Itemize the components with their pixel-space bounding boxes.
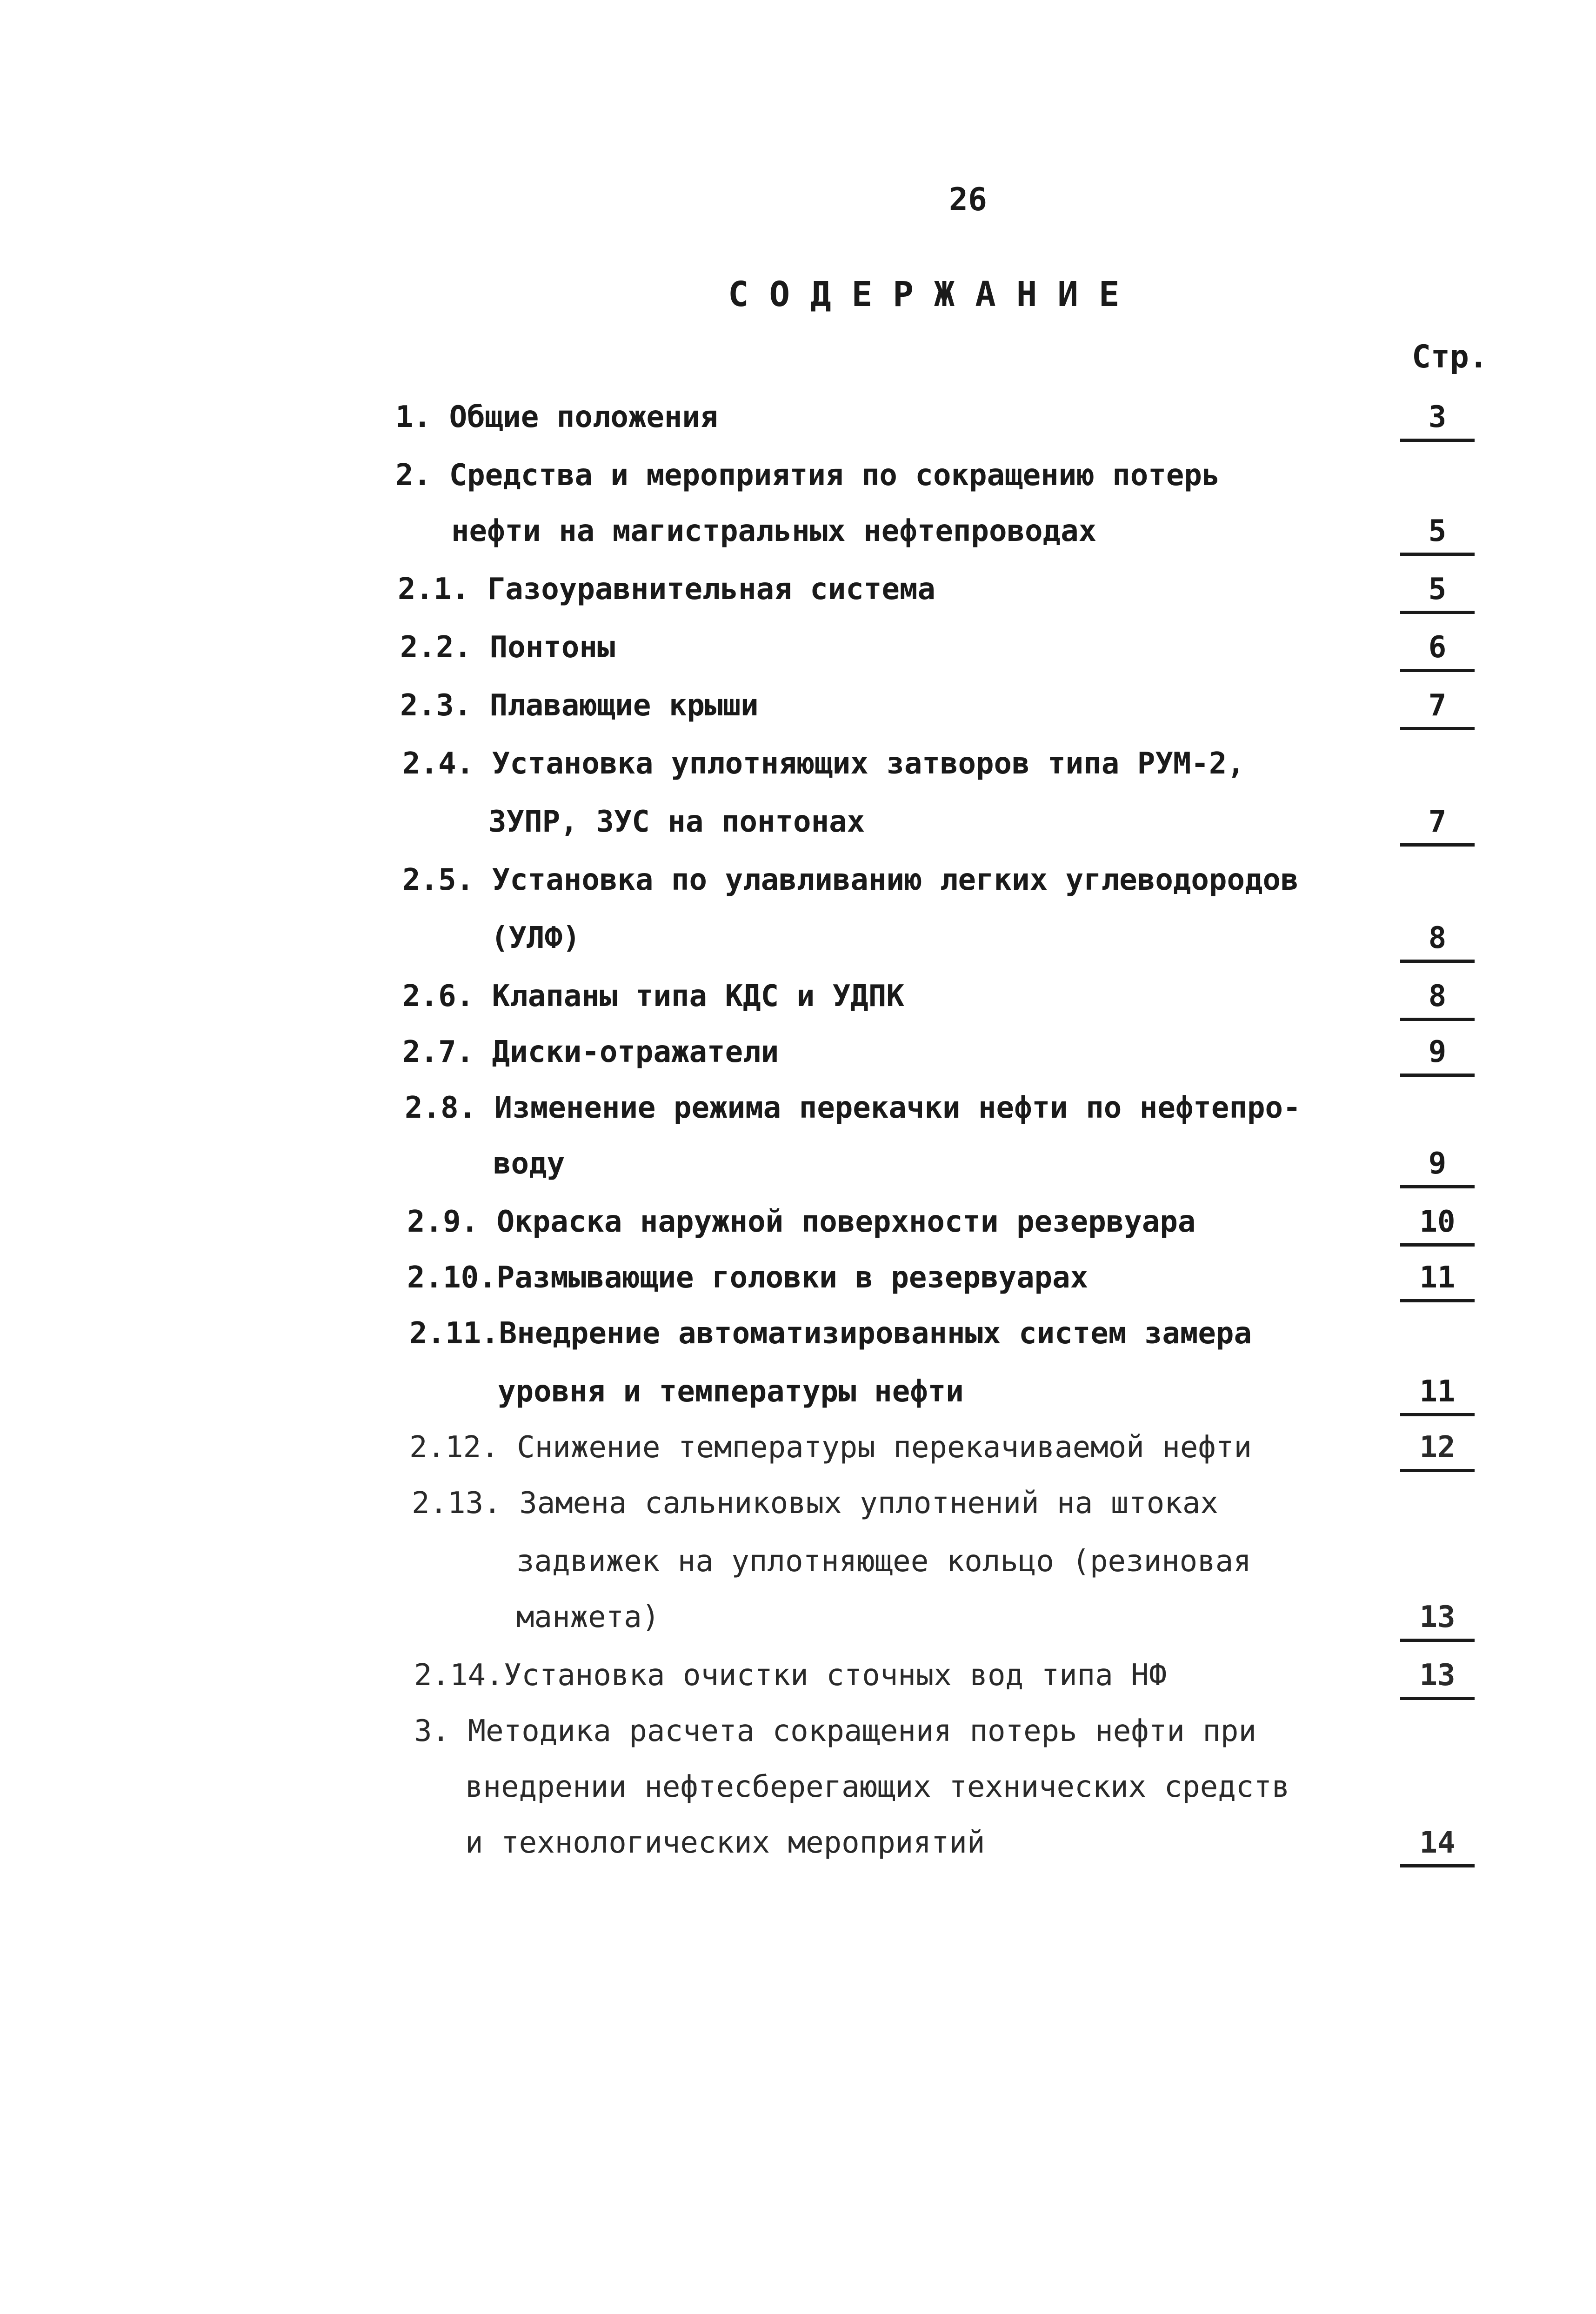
toc-entry-page: 8 (1400, 921, 1475, 955)
toc-entry-page: 8 (1400, 979, 1475, 1014)
toc-entry-page: 9 (1400, 1035, 1475, 1069)
toc-entry-page: 7 (1400, 688, 1475, 723)
toc-entry-text: 2.13. Замена сальниковых уплотнений на штоках (412, 1486, 1218, 1520)
toc-entry-text-continued: (УЛФ) (491, 921, 581, 955)
toc-entry-text-continued: воду (493, 1147, 565, 1181)
toc-entry-text: 1. Общие положения (395, 400, 718, 434)
toc-entry-text-continued: внедрении нефтесберегающих технических средств (465, 1770, 1290, 1804)
toc-entry-text: 2.1. Газоуравнительная система (398, 572, 935, 607)
toc-entry-text: 2.2. Понтоны (400, 630, 615, 665)
toc-entry-page: 14 (1400, 1826, 1475, 1860)
page-column-header: Стр. (1412, 339, 1488, 375)
page-number: 26 (949, 181, 987, 218)
toc-entry-page: 7 (1400, 805, 1475, 839)
toc-entry-text: 2.5. Установка по улавливанию легких углеводородов (402, 863, 1299, 897)
toc-entry-page: 3 (1400, 400, 1475, 434)
toc-entry-text-continued: нефти на магистральных нефтепроводах (451, 514, 1097, 548)
toc-entry-text: 2.7. Диски-отражатели (402, 1035, 779, 1069)
document-title: СОДЕРЖАНИЕ (728, 274, 1140, 314)
toc-entry-page: 6 (1400, 630, 1475, 665)
toc-entry-text-continued: задвижек на уплотняющее кольцо (резиновая (516, 1544, 1251, 1579)
toc-entry-text-continued: манжета) (516, 1600, 660, 1634)
toc-entry-text: 2.6. Клапаны типа КДС и УДПК (402, 979, 904, 1014)
toc-entry-text: 2.14.Установка очистки сточных вод типа НФ (414, 1658, 1167, 1693)
toc-entry-page: 10 (1400, 1205, 1475, 1239)
toc-entry-page: 11 (1400, 1260, 1475, 1295)
toc-entry-text: 2.4. Установка уплотняющих затворов типа РУМ-2, (402, 747, 1245, 781)
toc-entry-text: 2.10.Размывающие головки в резервуарах (407, 1260, 1088, 1295)
toc-entry-text: 2.11.Внедрение автоматизированных систем замера (409, 1316, 1252, 1351)
toc-entry-text: 2.12. Снижение температуры перекачиваемой нефти (409, 1430, 1252, 1465)
toc-entry-page: 9 (1400, 1147, 1475, 1181)
toc-entry-text-continued: уровня и температуры нефти (498, 1374, 964, 1409)
toc-entry-text: 2.3. Плавающие крыши (400, 688, 759, 723)
toc-entry-text: 2.8. Изменение режима перекачки нефти по нефтепро- (405, 1091, 1301, 1125)
toc-entry-text-continued: и технологических мероприятий (465, 1826, 985, 1860)
toc-entry-page: 5 (1400, 572, 1475, 607)
toc-entry-page: 11 (1400, 1374, 1475, 1409)
toc-entry-text-continued: ЗУПР, ЗУС на понтонах (488, 805, 865, 839)
toc-entry-page: 5 (1400, 514, 1475, 548)
toc-entry-text: 2. Средства и мероприятия по сокращению потерь (395, 458, 1220, 493)
toc-entry-page: 13 (1400, 1600, 1475, 1634)
toc-entry-text: 2.9. Окраска наружной поверхности резервуара (407, 1205, 1196, 1239)
toc-entry-page: 12 (1400, 1430, 1475, 1465)
toc-entry-text: 3. Методика расчета сокращения потерь нефти при (414, 1714, 1256, 1748)
toc-entry-page: 13 (1400, 1658, 1475, 1693)
